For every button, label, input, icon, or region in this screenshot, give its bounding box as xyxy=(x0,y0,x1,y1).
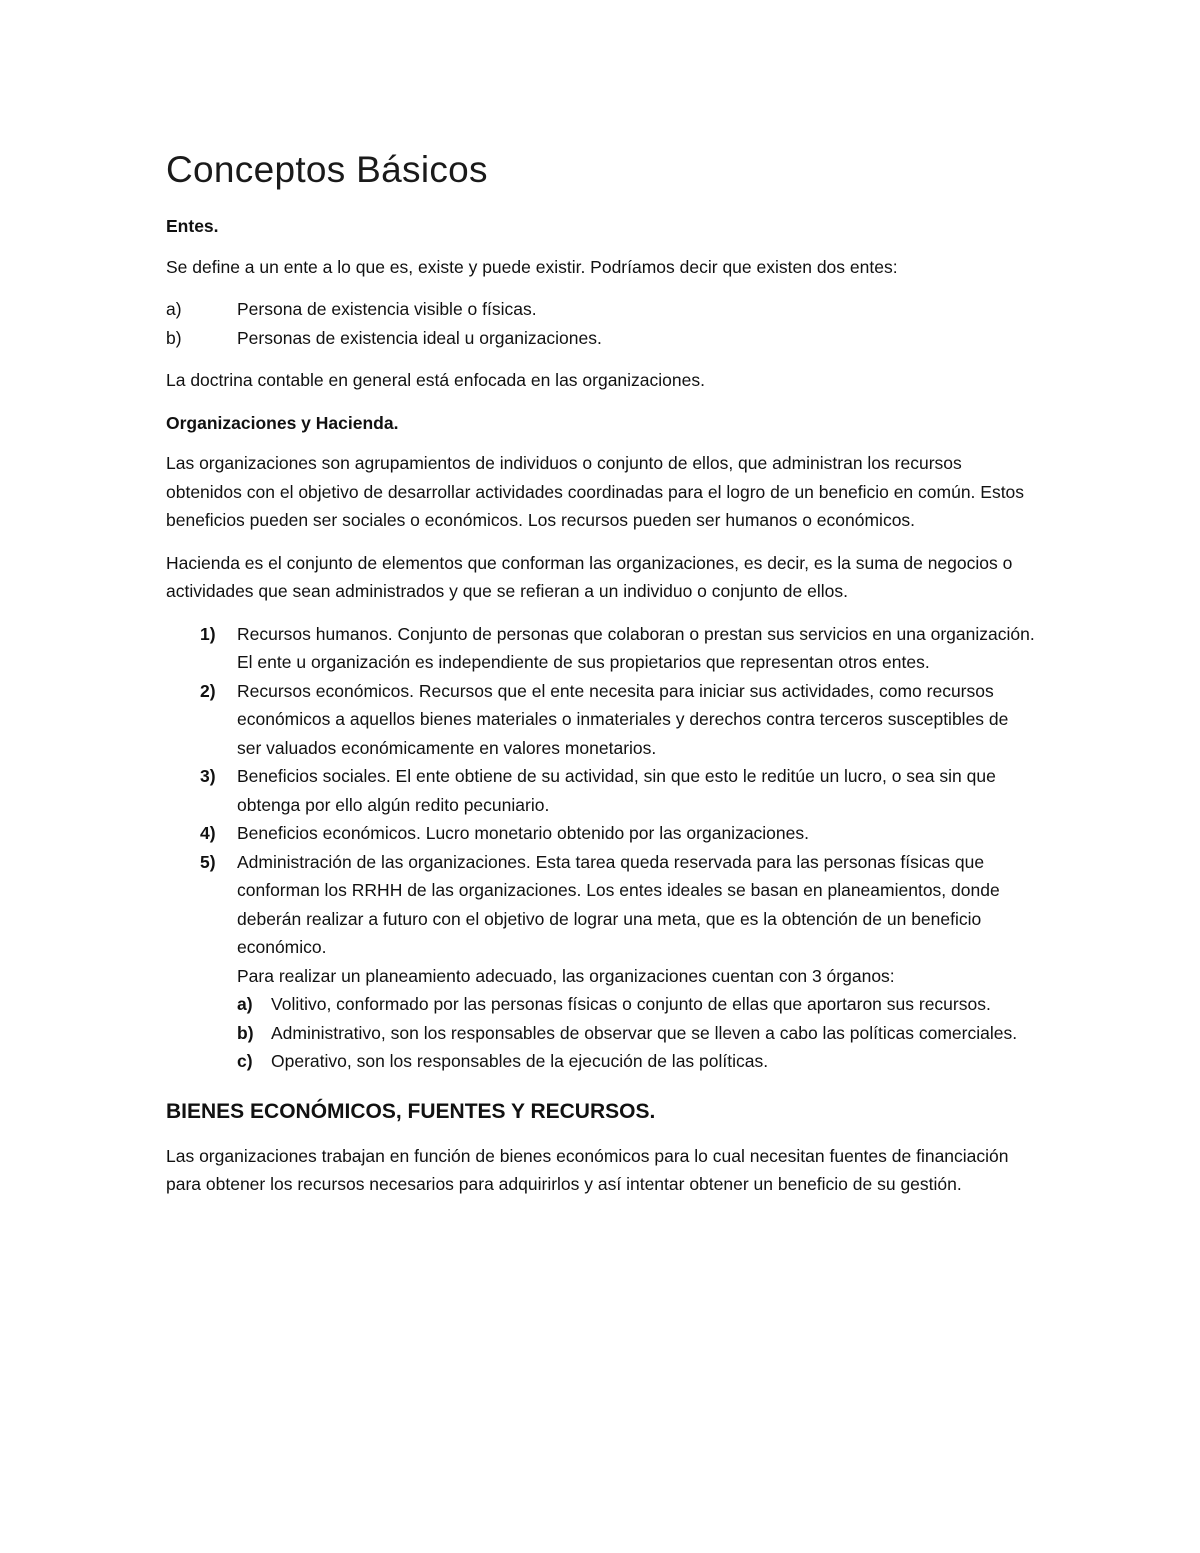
list-item-text: Recursos económicos. Recursos que el ente necesita para iniciar sus actividades, como recursos económicos a aquellos bienes materiales o inmateriales y derechos contra terceros susceptibles de ser valuados económicamente en valores monetarios. xyxy=(237,680,1009,758)
list-marker: 3) xyxy=(200,766,216,786)
list-item xyxy=(166,762,1036,819)
section-heading-organizaciones: Organizaciones y Hacienda. xyxy=(166,412,399,433)
list-marker: a) xyxy=(237,994,253,1014)
list-entes xyxy=(166,295,1036,352)
document-page xyxy=(166,148,1036,1213)
list-item xyxy=(166,677,1036,763)
list-item xyxy=(166,620,1036,677)
list-item xyxy=(237,1047,1036,1076)
list-recursos xyxy=(166,620,1036,1076)
list-item-text: Administración de las organizaciones. Esta tarea queda reservada para las personas físicas que conforman los RRHH de las organizaciones. Los entes ideales se basan en planeamientos, donde deberán realizar a futuro con el objetivo de lograr una meta, que es la obtención de un beneficio económico. xyxy=(237,851,1000,957)
list-item xyxy=(166,819,1036,848)
paragraph-hacienda: Hacienda es el conjunto de elementos que conforman las organizaciones, es decir, es la suma de negocios o actividades que sean administrados y que se refieran a un individuo o conjunto de ellos. xyxy=(166,552,1013,601)
list-item-text: Operativo, son los responsables de la ejecución de las políticas. xyxy=(271,1051,769,1071)
list-marker: b) xyxy=(237,1022,254,1043)
list-item xyxy=(166,295,1036,324)
paragraph-entes-closing: La doctrina contable en general está enfocada en las organizaciones. xyxy=(166,370,705,390)
list-item-text: Persona de existencia visible o físicas. xyxy=(237,299,537,319)
list-item-text: Personas de existencia ideal u organizaciones. xyxy=(237,327,602,348)
list-item-text: Recursos humanos. Conjunto de personas que colaboran o prestan sus servicios en una organización. El ente u organización es independiente de sus propietarios que representan otros entes. xyxy=(237,623,1035,672)
list-marker: 2) xyxy=(200,680,216,701)
list-item xyxy=(237,990,1036,1019)
list-item xyxy=(237,1019,1036,1048)
list-marker: b) xyxy=(166,327,182,348)
section-heading-bienes: BIENES ECONÓMICOS, FUENTES Y RECURSOS. xyxy=(166,1099,656,1123)
document-title: Conceptos Básicos xyxy=(166,149,488,190)
list-marker: 1) xyxy=(200,623,216,644)
section-heading-entes: Entes. xyxy=(166,216,219,236)
paragraph-bienes: Las organizaciones trabajan en función de bienes económicos para lo cual necesitan fuentes de financiación para obtener los recursos necesarios para adquirirlos y así intentar obtener un beneficio de su gestión. xyxy=(166,1145,1009,1194)
list-marker: c) xyxy=(237,1051,253,1071)
list-item xyxy=(166,324,1036,353)
list-item-text: Beneficios sociales. El ente obtiene de su actividad, sin que esto le reditúe un lucro, o sea sin que obtenga por ello algún redito pecuniario. xyxy=(237,766,996,815)
list-item xyxy=(166,848,1036,1076)
list-marker: a) xyxy=(166,299,182,319)
list-organos xyxy=(237,990,1036,1076)
list-marker: 5) xyxy=(200,851,216,872)
list-item-text: Beneficios económicos. Lucro monetario obtenido por las organizaciones. xyxy=(237,823,809,843)
list-item-text: Volitivo, conformado por las personas físicas o conjunto de ellas que aportaron sus recursos. xyxy=(271,994,991,1014)
list-marker: 4) xyxy=(200,823,216,843)
list-item-text: Administrativo, son los responsables de observar que se lleven a cabo las políticas comerciales. xyxy=(271,1022,1018,1043)
paragraph-entes-intro: Se define a un ente a lo que es, existe y puede existir. Podríamos decir que existen dos entes: xyxy=(166,256,898,277)
paragraph-organizaciones-1: Las organizaciones son agrupamientos de individuos o conjunto de ellos, que administran los recursos obtenidos con el objetivo de desarrollar actividades coordinadas para el logro de un beneficio en común. Estos beneficios pueden ser sociales o económicos. Los recursos pueden ser humanos o económicos. xyxy=(166,453,1025,530)
list-item-continuation: Para realizar un planeamiento adecuado, las organizaciones cuentan con 3 órganos: xyxy=(237,965,895,986)
